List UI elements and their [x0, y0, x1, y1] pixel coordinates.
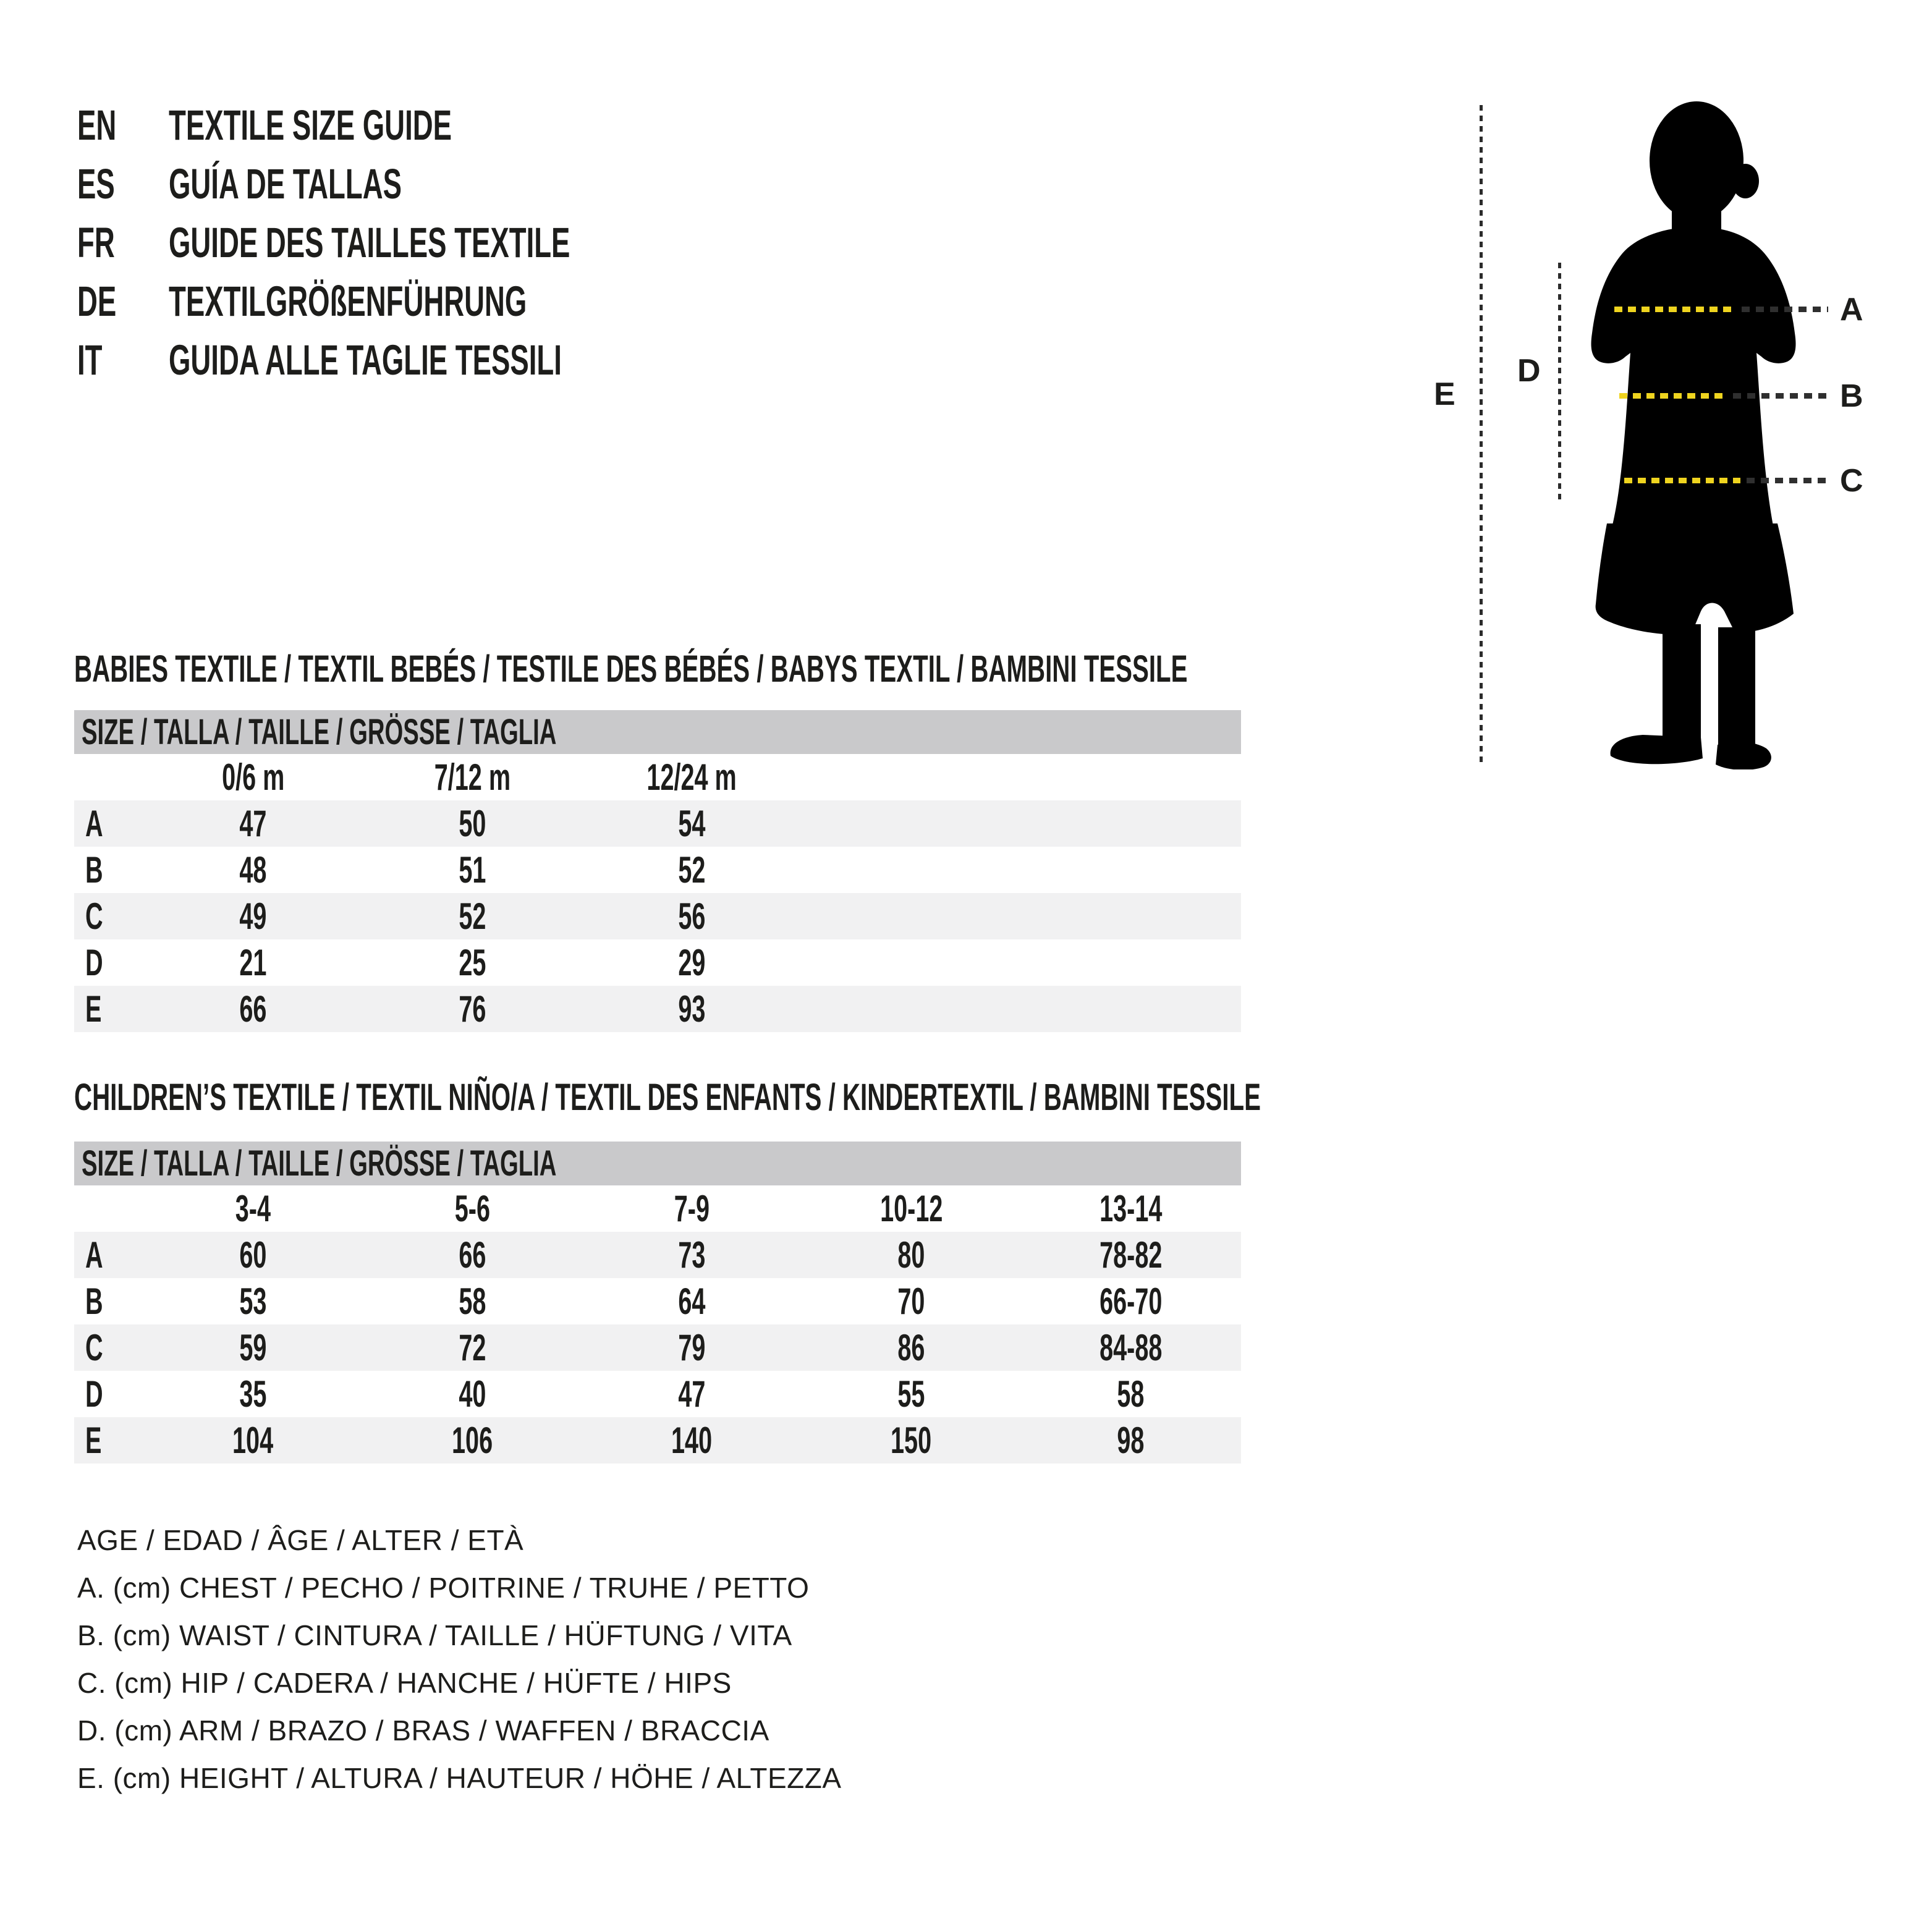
table-row-a — [74, 800, 1241, 847]
cell-value: 66-70 — [1099, 1281, 1163, 1322]
row-label: A — [85, 1234, 103, 1276]
language-row-en — [77, 96, 777, 155]
size-header-bar: SIZE / TALLA / TAILLE / GRÖSSE / TAGLIA — [74, 710, 1241, 754]
column-header: 10-12 — [879, 1188, 943, 1229]
guide-title-es: GUÍA DE TALLAS — [169, 160, 402, 208]
cell-value: 53 — [239, 1281, 267, 1322]
arm-measure-line-d — [1558, 263, 1561, 501]
language-code: IT — [77, 336, 103, 384]
column-header: 5-6 — [454, 1188, 491, 1229]
cell-value: 52 — [678, 849, 706, 891]
cell-value: 50 — [459, 803, 486, 844]
figure-label-a: A — [1840, 292, 1863, 328]
cell-value: 58 — [1117, 1373, 1145, 1415]
cell-value: 98 — [1117, 1420, 1145, 1461]
language-code: EN — [77, 101, 117, 149]
column-header: 13-14 — [1099, 1188, 1163, 1229]
legend-height: E. (cm) HEIGHT / ALTURA / HAUTEUR / HÖHE / ALTEZZA — [77, 1761, 842, 1794]
cell-value: 40 — [459, 1373, 486, 1415]
column-header-row — [74, 754, 1241, 800]
table-row-b — [74, 847, 1241, 893]
row-label: B — [85, 849, 103, 891]
cell-value: 55 — [897, 1373, 925, 1415]
babies-section-title: BABIES TEXTILE / TEXTIL BEBÉS / TESTILE DES BÉBÉS / BABYS TEXTIL / BAMBINI TESSILE — [74, 648, 1188, 690]
figure-label-d: D — [1517, 353, 1541, 389]
cell-value: 86 — [897, 1327, 925, 1368]
cell-value: 21 — [239, 942, 267, 983]
waist-line-b-yellow — [1619, 393, 1726, 399]
legend-arm: D. (cm) ARM / BRAZO / BRAS / WAFFEN / BRACCIA — [77, 1714, 769, 1747]
legend-chest: A. (cm) CHEST / PECHO / POITRINE / TRUHE / PETTO — [77, 1571, 810, 1604]
babies-size-table — [74, 710, 1241, 1032]
column-header: 3-4 — [235, 1188, 271, 1229]
chest-line-a-yellow — [1614, 307, 1735, 312]
cell-value: 59 — [239, 1327, 267, 1368]
language-row-de — [77, 272, 777, 331]
table-row-a — [74, 1232, 1241, 1278]
guide-title-fr: GUIDE DES TAILLES TEXTILE — [169, 219, 570, 266]
figure-label-e: E — [1434, 376, 1455, 412]
cell-value: 84-88 — [1099, 1327, 1163, 1368]
hip-line-c-yellow — [1624, 478, 1740, 483]
cell-value: 73 — [678, 1234, 706, 1276]
table-row-d — [74, 1371, 1241, 1417]
cell-value: 66 — [459, 1234, 486, 1276]
chest-line-a-dark — [1742, 307, 1828, 312]
column-header: 12/24 m — [646, 756, 737, 798]
cell-value: 56 — [678, 896, 706, 937]
guide-title-de: TEXTILGRÖßENFÜHRUNG — [169, 278, 527, 325]
table-row-e — [74, 986, 1241, 1032]
legend-waist: B. (cm) WAIST / CINTURA / TAILLE / HÜFTUNG / VITA — [77, 1619, 792, 1651]
row-label: D — [85, 1373, 103, 1415]
cell-value: 78-82 — [1099, 1234, 1163, 1276]
cell-value: 52 — [459, 896, 486, 937]
children-size-table — [74, 1142, 1241, 1464]
cell-value: 93 — [678, 988, 706, 1030]
hip-line-c-dark — [1747, 478, 1828, 483]
language-row-es — [77, 155, 777, 213]
row-label: C — [85, 1327, 103, 1368]
figure-label-c: C — [1840, 463, 1863, 499]
row-label: E — [85, 988, 102, 1030]
row-label: D — [85, 942, 103, 983]
row-label: C — [85, 896, 103, 937]
size-header-bar: SIZE / TALLA / TAILLE / GRÖSSE / TAGLIA — [74, 1142, 1241, 1185]
row-label: E — [85, 1420, 102, 1461]
cell-value: 150 — [891, 1420, 932, 1461]
cell-value: 140 — [671, 1420, 713, 1461]
cell-value: 79 — [678, 1327, 706, 1368]
cell-value: 60 — [239, 1234, 267, 1276]
cell-value: 49 — [239, 896, 267, 937]
waist-line-b-dark — [1733, 393, 1828, 399]
cell-value: 76 — [459, 988, 486, 1030]
cell-value: 54 — [678, 803, 706, 844]
cell-value: 25 — [459, 942, 486, 983]
language-row-fr — [77, 213, 777, 272]
cell-value: 47 — [678, 1373, 706, 1415]
language-code: DE — [77, 278, 117, 325]
cell-value: 51 — [459, 849, 486, 891]
legend-hip: C. (cm) HIP / CADERA / HANCHE / HÜFTE / HIPS — [77, 1666, 732, 1699]
guide-title-en: TEXTILE SIZE GUIDE — [169, 101, 452, 149]
table-row-d — [74, 939, 1241, 986]
cell-value: 35 — [239, 1373, 267, 1415]
cell-value: 106 — [452, 1420, 493, 1461]
language-row-it — [77, 331, 777, 389]
cell-value: 48 — [239, 849, 267, 891]
cell-value: 66 — [239, 988, 267, 1030]
column-header: 0/6 m — [221, 756, 285, 798]
cell-value: 80 — [897, 1234, 925, 1276]
column-header-row — [74, 1185, 1241, 1232]
language-header — [77, 96, 777, 389]
cell-value: 70 — [897, 1281, 925, 1322]
figure-label-b: B — [1840, 378, 1863, 414]
children-section-title: CHILDREN’S TEXTILE / TEXTIL NIÑO/A / TEXTIL DES ENFANTS / KINDERTEXTIL / BAMBINI TESSILE — [74, 1076, 1261, 1118]
table-row-b — [74, 1278, 1241, 1324]
guide-title-it: GUIDA ALLE TAGLIE TESSILI — [169, 336, 562, 384]
language-code: FR — [77, 219, 115, 266]
cell-value: 29 — [678, 942, 706, 983]
table-row-c — [74, 893, 1241, 939]
column-header: 7-9 — [674, 1188, 710, 1229]
column-header: 7/12 m — [434, 756, 511, 798]
cell-value: 64 — [678, 1281, 706, 1322]
cell-value: 104 — [232, 1420, 274, 1461]
measurement-legend — [77, 1516, 842, 1802]
language-code: ES — [77, 160, 115, 208]
table-row-e — [74, 1417, 1241, 1464]
cell-value: 47 — [239, 803, 267, 844]
table-row-c — [74, 1324, 1241, 1371]
cell-value: 72 — [459, 1327, 486, 1368]
cell-value: 58 — [459, 1281, 486, 1322]
legend-age: AGE / EDAD / ÂGE / ALTER / ETÀ — [77, 1523, 524, 1556]
row-label: A — [85, 803, 103, 844]
row-label: B — [85, 1281, 103, 1322]
